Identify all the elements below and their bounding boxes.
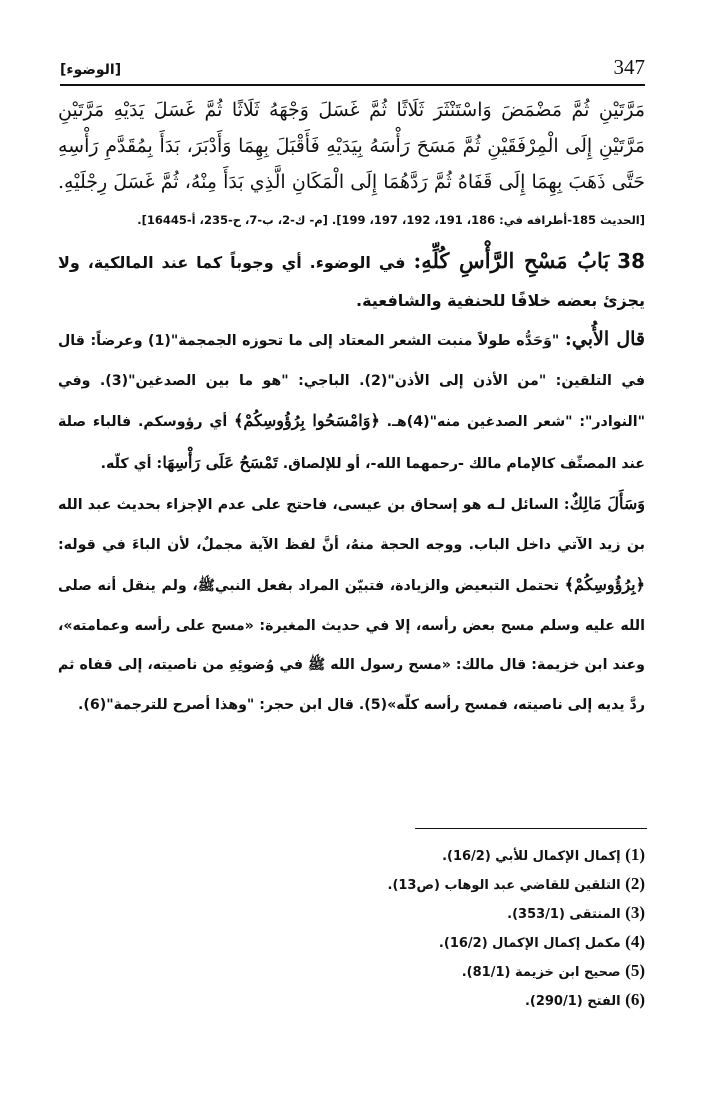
footnote-text: المنتقى (353/1).	[507, 907, 621, 922]
footnote-item	[58, 898, 645, 927]
footnote-text: التلقين للقاضي عبد الوهاب (ص13).	[387, 878, 621, 893]
chapter-heading	[58, 242, 645, 320]
quran-quote-1: ﴿وَامْسَحُوا بِرُؤُوسِكُمْ﴾	[234, 411, 380, 430]
hadith-reference: [الحديث 185-أطرافه في: 186، 191، 192، 197، 199]. [م- ك-2، ب-7، ح-235، أ-16445].	[137, 213, 645, 227]
footnote-number: (1)	[625, 845, 645, 864]
footnote-separator	[415, 828, 647, 829]
footnote-text: صحيح ابن خزيمة (81/1).	[461, 965, 621, 980]
page-header	[60, 50, 645, 86]
footnote-item	[58, 956, 645, 985]
footnote-number: (2)	[625, 874, 645, 893]
chapter-title: بَابُ مَسْحِ الرَّأْسِ كُلِّهِ:	[413, 248, 610, 273]
footnote-item	[58, 927, 645, 956]
commentary-text-5: تحتمل التبعيض والزيادة، فتبيّن المراد بفعل النبيﷺ، ولم ينقل أنه صلى الله عليه وسلم مسح بعض رأسه، إلا في حديث المغيرة: «مسح على رأسه وعمامته»، وعند ابن خزيمة: قال مالك: «مسح رسول الله ﷺ في وُضوئِهِ من ناصيته، إلى قفاه ثم ردَّ يديه إلى ناصيته، فمسح رأسه كلّه»(5). قال ابن حجر: "وهذا أصرح للترجمة"(6).	[58, 578, 645, 713]
footnote-text: مكمل إكمال الإكمال (16/2).	[438, 936, 621, 951]
page-number: 347	[613, 55, 645, 79]
hadith-text	[58, 92, 645, 238]
commentary-text-4: السائل لـه هو إسحاق بن عيسى، فاحتج على عدم الإجزاء بحديث عبد الله بن زيد الآتي داخل الباب. ووجه الحجة منهُ، أنَّ لفظ الآية مجملٌ، لأن الباءَ في قوله:	[58, 497, 645, 553]
hadith-matn: مَرَّتَيْنِ ثُمَّ مَضْمَضَ وَاسْتَنْثَرَ ثَلَاثًا ثُمَّ غَسَلَ وَجْهَهُ ثَلَاثًا ثُمَّ غَسَلَ يَدَيْهِ مَرَّتَيْنِ مَرَّتَيْنِ إِلَى الْمِرْفَقَيْنِ ثُمَّ مَسَحَ رَأْسَهُ بِيَدَيْهِ فَأَقْبَلَ بِهِمَا وَأَدْبَرَ، بَدَأَ بِمُقَدَّمِ رَأْسِهِ حَتَّى ذَهَبَ بِهِمَا إِلَى قَفَاهُ ثُمَّ رَدَّهُمَا إِلَى الْمَكَانِ الَّذِي بَدَأَ مِنْهُ، ثُمَّ غَسَلَ رِجْلَيْهِ.	[58, 99, 645, 193]
chapter-summary: في الوضوء. أي وجوباً كما عند المالكية، ولا يجزئ بعضه خلافًا للحنفية والشافعية.	[58, 253, 645, 310]
footnote-item	[58, 869, 645, 898]
footnote-number: (6)	[625, 990, 645, 1009]
footnote-item	[58, 840, 645, 869]
commentary-text-3: أي كلّه.	[100, 455, 152, 472]
commentary-lead: قال الأُبي:	[564, 328, 646, 350]
commentary-paragraph	[58, 320, 645, 725]
chapter-number: 38	[617, 249, 645, 273]
footnote-number: (3)	[625, 903, 645, 922]
commentary-text-2: أي رؤوسكم. فالباء صلة عند المصنِّف كالإمام مالك -رحمهما الله-، أو للإلصاق.	[58, 414, 645, 472]
footnote-text: الفتح (290/1).	[524, 994, 621, 1009]
page-body	[58, 92, 645, 725]
hadith-phrase-1: تَمْسَحُ عَلَى رَأْسِهَا:	[156, 452, 278, 472]
footnotes	[58, 840, 645, 1014]
commentary-text-1: "وَحَدُّه طولاً منبت الشعر المعتاد إلى ما تحوزه الجمجمة"(1) وعرضاً: قال في التلقين: "من الأذن إلى الأذن"(2). الباجي: "هو ما بين الصدغين"(3). وفي "النوادر": "شعر الصدغين منه"(4)هـ.	[58, 333, 646, 430]
footnote-number: (4)	[625, 932, 645, 951]
quran-quote-2: ﴿بِرُؤُوسِكُمْ﴾	[564, 575, 645, 594]
running-chapter-title: [الوضوء]	[60, 62, 122, 78]
footnote-item	[58, 985, 645, 1014]
footnote-text: إكمال الإكمال للأبي (16/2).	[442, 849, 621, 864]
footnote-number: (5)	[625, 961, 645, 980]
hadith-phrase-2: وَسَأَلَ مَالِكٌ:	[563, 494, 645, 513]
